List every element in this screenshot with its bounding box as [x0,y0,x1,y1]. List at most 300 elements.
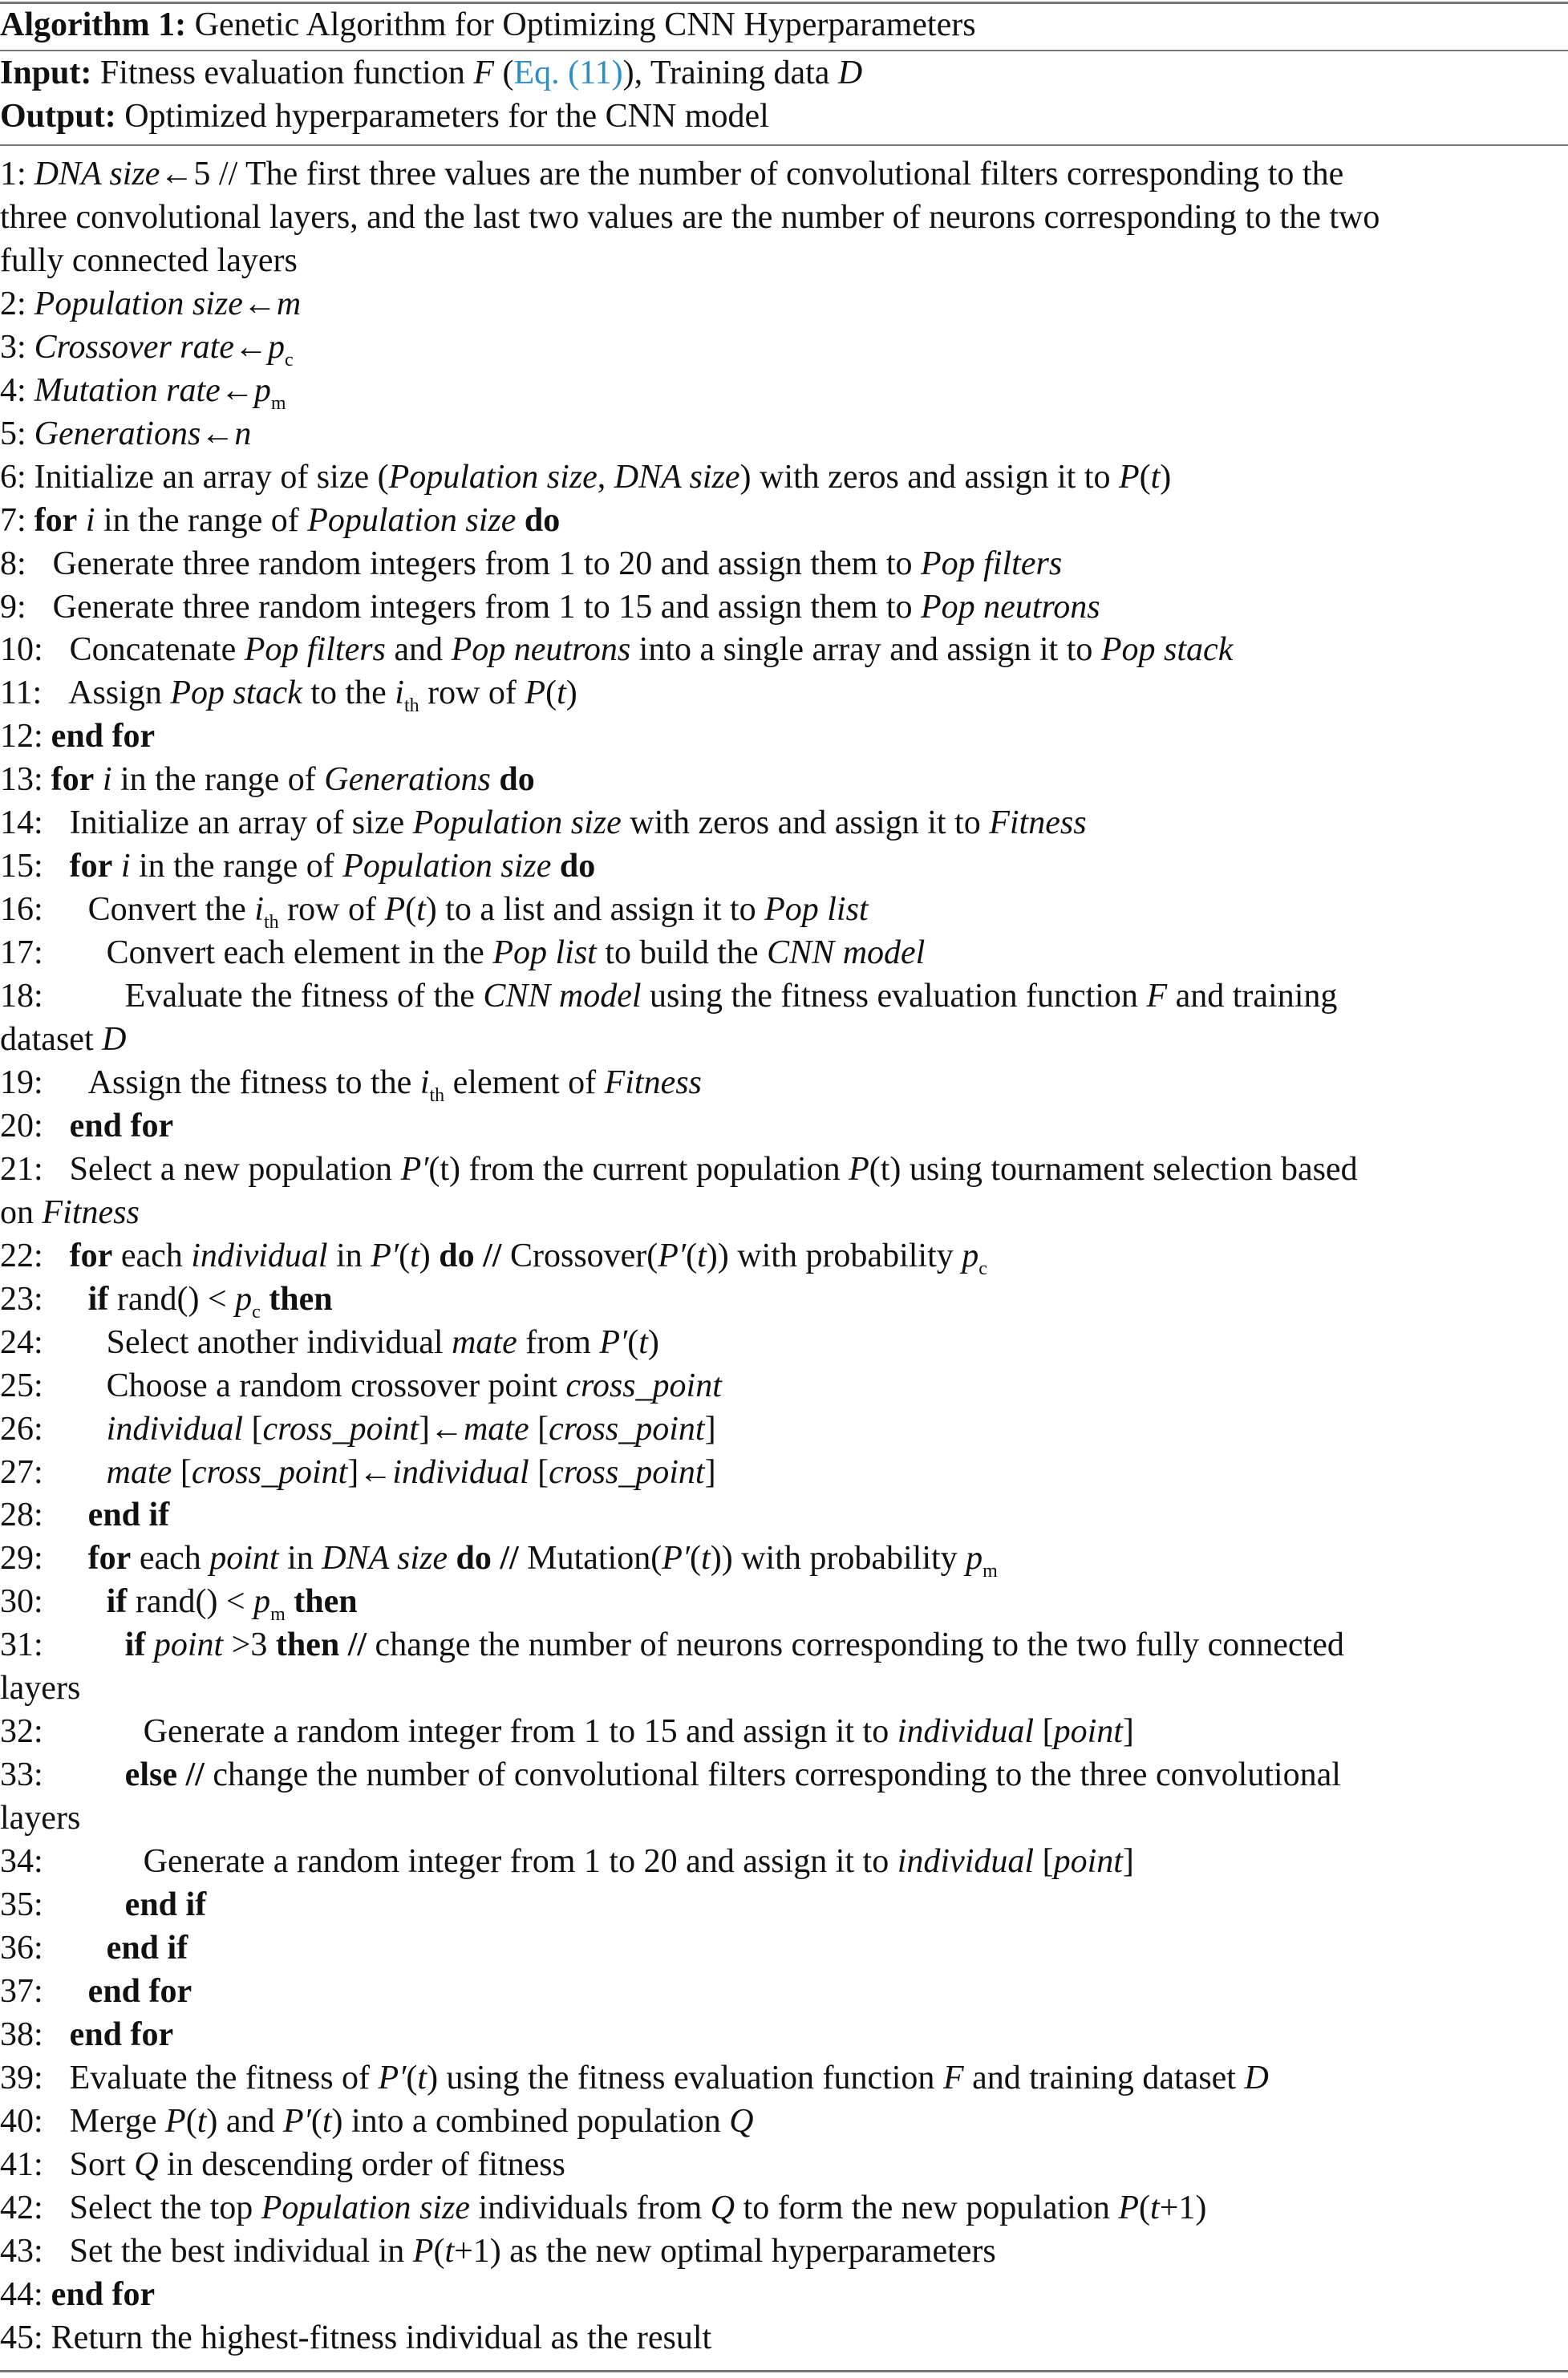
step-text: end if [106,1929,188,1967]
step-text: for [87,1540,132,1578]
step-number: 27: [0,1453,43,1491]
algorithm-step [0,671,577,719]
step-text: cross_point [549,1410,705,1448]
algorithm-step [0,369,286,417]
step-number: 18: [0,978,43,1015]
step-text: t [638,1323,648,1361]
step-text: t [197,2102,207,2140]
input-function-symbol: F [473,55,494,91]
step-text: in [278,1540,322,1578]
step-text: end for [69,1107,174,1144]
step-text: >3 [223,1627,276,1664]
algorithm-step-continuation [0,239,298,282]
step-text: and training dataset [963,2059,1245,2096]
step-text: Return the highest-fitness individual as the result [51,2319,712,2356]
step-text: end for [51,2275,156,2313]
step-text: ) [565,675,577,712]
step-text: ] [1122,1713,1134,1751]
step-text: ) [647,1323,659,1361]
step-text: row of [278,891,385,929]
step-text [448,1540,456,1577]
step-text: row of [419,675,525,712]
step-text: Assign [68,675,171,712]
algorithm-step [0,2143,565,2186]
step-number: 45: [0,2319,43,2356]
step-text: t [444,2232,455,2270]
step-text: Assign the fitness to the [87,1063,420,1101]
step-text: F [1146,978,1168,1015]
step-text: CNN model [767,934,926,972]
step-text: point [1053,1713,1123,1751]
step-text: three convolutional layers, and the last two values are the number of neurons corresponding to the two [0,198,1380,236]
step-text: Generate three random integers from 1 to 20 and assign them to [52,545,922,582]
step-text: ( [406,2059,418,2096]
step-text: point [153,1627,224,1664]
step-text: ( [310,2102,322,2140]
step-text: end for [69,2015,174,2053]
algorithm-step [0,758,535,801]
step-text: Fitness [604,1063,702,1101]
step-text: ] [704,1410,716,1448]
step-text: mate [463,1410,529,1448]
step-text: P [412,2232,434,2270]
step-text: Merge [69,2102,166,2140]
step-text: ( [627,1323,639,1361]
algorithm-step [0,1840,1134,1883]
algorithm-step [0,1753,1341,1797]
step-text: P [165,2102,186,2140]
step-text: c [284,349,294,371]
step-text: for [69,848,113,885]
step-text: P′ [400,1150,429,1188]
step-text: DNA size [34,156,160,192]
algorithm-step [0,412,251,456]
step-text: mate [452,1323,517,1361]
step-number: 23: [0,1280,43,1318]
step-text: c [978,1258,987,1279]
input-text-2: , Training data [634,55,830,91]
algorithm-step [0,1234,987,1282]
algorithm-step [0,1883,206,1926]
step-text: in descending order of fitness [158,2145,565,2183]
step-text: cross_point [262,1410,419,1448]
step-number: 24: [0,1323,43,1361]
input-line: Input: Fitness evaluation function F (Eq. (11)), Training data D [0,55,863,91]
step-text: ] [704,1453,716,1491]
algorithm-step [0,845,595,888]
step-text: p [962,1237,979,1274]
step-text: Pop filters [244,631,386,669]
step-text [77,502,86,539]
step-text: m [270,1604,286,1626]
algorithm-step [0,1451,716,1494]
step-text: Convert the [87,891,255,929]
step-text: t [1150,458,1161,496]
step-text: and [385,631,452,669]
step-number: 26: [0,1410,43,1448]
step-text: for [69,1237,113,1274]
step-text: Sort [69,2145,135,2183]
step-number: 25: [0,1367,43,1404]
step-text: Crossover rate←p [34,328,285,366]
step-text: Generations [324,761,491,799]
step-text: point [1053,1843,1123,1881]
step-text: Q [134,2145,159,2183]
algorithm-step [0,715,155,758]
step-text [491,761,500,798]
step-text: ) using the fitness evaluation function [427,2059,943,2096]
step-text: then // [275,1627,367,1664]
algorithm-step-continuation [0,1191,140,1234]
step-text: individual [897,1713,1035,1751]
algorithm-step [0,326,294,374]
step-text: with zeros and assign it to [621,804,990,842]
output-label: Output: [0,98,116,135]
step-text [516,502,525,539]
step-text: individual [392,1453,529,1491]
step-text: [ [172,1453,192,1491]
step-text: to the [302,675,395,712]
step-text: do // [456,1540,519,1578]
step-text: in the range of [130,848,343,885]
step-number: 20: [0,1107,43,1144]
step-number: 13: [0,761,43,799]
step-text: for [34,501,78,539]
input-data-symbol: D [837,55,863,91]
step-text: do // [439,1237,502,1274]
step-text: element of [444,1063,605,1101]
step-text: ( [1139,458,1151,496]
step-number: 42: [0,2189,43,2226]
header-rule [0,144,1568,146]
step-text: in the range of [95,501,308,539]
algorithm-step [0,2230,996,2273]
step-text: mate [106,1453,172,1491]
step-number: 5: [0,415,26,452]
step-text: t [701,1540,711,1578]
step-text: cross_point [191,1453,348,1491]
step-number: 38: [0,2015,43,2053]
step-number: 7: [0,501,26,539]
algorithm-step [0,1710,1134,1753]
step-text: ( [690,1540,702,1578]
step-text: D [102,1021,127,1058]
algorithm-caption [0,3,976,47]
step-number: 14: [0,804,43,842]
step-text: i [395,675,404,712]
step-text: Population size [261,2189,470,2226]
step-text: P′ [662,1540,691,1578]
step-text: [ [243,1410,263,1448]
step-text: end if [87,1497,170,1534]
step-text: ( [1139,2189,1151,2226]
step-text: P′ [658,1237,687,1274]
step-text: ( [399,1237,411,1274]
algorithm-step-continuation [0,1797,80,1840]
step-text: Generations←n [34,415,252,452]
algorithm-step [0,2013,173,2056]
step-text: rand() < [127,1583,254,1621]
step-text: layers [0,1800,81,1837]
step-text: t [417,2059,427,2096]
step-number: 41: [0,2145,43,2183]
step-text: th [403,695,419,717]
step-text: t [322,2102,332,2140]
step-text: [ [1034,1713,1054,1751]
algorithm-step [0,1493,169,1537]
algorithm-step [0,931,925,974]
step-text: P′ [378,2059,407,2096]
step-text: end for [87,1972,192,2010]
step-text: P′ [371,1237,399,1274]
step-text: else // [124,1756,205,1794]
step-text: P [1118,2189,1140,2226]
step-text: change the number of neurons corresponding to the two fully connected [367,1627,1344,1664]
algorithm-step [0,2186,1206,2230]
algorithm-step [0,888,869,936]
step-text [286,1583,294,1620]
step-number: 4: [0,371,26,409]
step-text: Select a new population [69,1150,401,1188]
step-text: if [106,1583,128,1621]
step-text: t [410,1237,419,1274]
algorithm-step-continuation [0,1667,80,1710]
step-text: fully connected layers [0,241,298,279]
step-text: D [1244,2059,1269,2096]
algorithm-step [0,2100,754,2143]
step-text: ) with zeros and assign it to [739,458,1119,496]
algorithm-step-continuation [0,196,1380,239]
step-text: P [1118,458,1140,496]
step-text: ]← [347,1453,393,1491]
step-text: Mutation( [518,1540,662,1578]
step-text: Pop filters [921,545,1063,582]
step-text: i [254,891,264,929]
algorithm-step [0,1278,333,1326]
step-number: 30: [0,1583,43,1621]
step-text: i [120,848,131,885]
step-text: c [252,1301,261,1323]
step-text: t [1150,2189,1160,2226]
step-text: change the number of convolutional filters corresponding to the three convolutional [204,1756,1341,1794]
step-text: DNA size [614,458,740,496]
algorithm-step [0,1408,716,1451]
step-text: ( [686,1237,698,1274]
step-text: individual [897,1843,1035,1881]
step-text: ( [405,891,417,929]
step-text: ( [433,2232,445,2270]
step-text: t [697,1237,707,1274]
step-text: in the range of [111,761,325,799]
caption-label: Algorithm 1: [0,6,187,43]
step-number: 12: [0,718,43,756]
step-text: Mutation rate←p [34,371,271,409]
step-number: 29: [0,1540,43,1578]
step-text: Generate a random integer from 1 to 20 and assign it to [143,1843,897,1881]
step-text: to build the [596,934,768,972]
step-text: i [85,501,95,539]
step-text: individual [106,1410,243,1448]
step-text: Q [729,2102,754,2140]
step-text: Population size [307,501,517,539]
step-text: ) to a list and assign it to [425,891,765,929]
step-text: (t) from the current population [428,1150,849,1188]
step-number: 37: [0,1972,43,2010]
step-text: ]← [418,1410,464,1448]
step-text: Initialize an array of size [69,804,413,842]
step-text: th [429,1084,445,1106]
algorithm-step [0,1321,659,1364]
algorithm-step [0,801,1087,845]
step-text: Choose a random crossover point [106,1367,566,1404]
step-text: t [557,675,566,712]
step-text: +1) as the new optimal hyperparameters [454,2232,996,2270]
algorithm-step [0,974,1337,1018]
step-text: , [597,458,614,496]
step-number: 10: [0,631,43,669]
step-number: 16: [0,891,43,929]
step-text: from [517,1323,600,1361]
step-text: ) into a combined population [331,2102,730,2140]
step-text: t [416,891,426,929]
step-text: then [269,1280,333,1318]
step-text: Population size [342,848,552,885]
step-text: Concatenate [69,631,245,669]
step-text: Evaluate the fitness of [69,2059,379,2096]
step-text: cross_point [549,1453,705,1491]
algorithm-step [0,1926,188,1970]
step-text: Population size←m [34,285,302,322]
step-text: ) [419,1237,440,1274]
step-text: individuals from [469,2189,711,2226]
step-text: for [51,761,95,799]
step-text: if [124,1627,146,1664]
bottom-rule [0,2370,1568,2372]
step-text: P [384,891,406,929]
step-text: Generate a random integer from 1 to 15 and assign it to [143,1713,897,1751]
step-text: [ [529,1410,549,1448]
algorithm-step [0,499,560,542]
step-text: Select another individual [106,1323,452,1361]
step-text: into a single array and assign it to [630,631,1101,669]
step-text: P [849,1150,869,1188]
step-text: do [524,501,561,539]
step-number: 44: [0,2275,43,2313]
step-text: Fitness [989,804,1087,842]
step-text: ) and [206,2102,283,2140]
step-text: Generate three random integers from 1 to 15 and assign them to [52,588,922,626]
step-text: Population size [388,458,598,496]
step-number: 3: [0,328,26,366]
step-number: 2: [0,285,26,322]
input-text: Fitness evaluation function [99,55,465,91]
step-text: p [253,1583,271,1621]
step-text: cross_point [565,1367,722,1404]
step-number: 19: [0,1063,43,1101]
step-text: ( [545,675,557,712]
step-text: +1) [1159,2189,1207,2226]
step-number: 34: [0,1843,43,1881]
output-text: Optimized hyperparameters for the CNN model [124,98,769,135]
step-text: ) [1160,458,1172,496]
step-number: 33: [0,1756,43,1794]
step-text: Evaluate the fitness of the [124,978,484,1015]
step-text: end if [124,1886,207,1923]
algorithm-step [0,1148,1358,1191]
step-number: 31: [0,1627,43,1664]
step-text: P′ [283,2102,311,2140]
step-text: (t) using tournament selection based [869,1150,1358,1188]
step-text: ( [185,2102,197,2140]
algorithm-step [0,1537,998,1585]
step-number: 32: [0,1713,43,1751]
algorithm-step [0,2273,155,2316]
step-text: i [102,761,112,799]
step-text: )) with probability [710,1540,966,1578]
step-text: on [0,1193,43,1231]
step-text: then [294,1583,358,1621]
step-text: Crossover( [501,1237,658,1274]
step-number: 1: [0,156,26,192]
step-text: Pop stack [170,675,302,712]
step-text: each [131,1540,210,1578]
step-text: individual [191,1237,328,1274]
step-text: in [327,1237,371,1274]
step-text: Q [710,2189,735,2226]
step-text: m [270,392,286,414]
step-text: layers [0,1670,81,1708]
step-text [94,761,103,798]
step-text: p [966,1540,983,1578]
step-text [145,1627,154,1663]
step-text: Fitness [42,1193,140,1231]
step-text: Pop list [492,934,597,972]
step-number: 22: [0,1237,43,1274]
algorithm-step [0,152,1343,196]
algorithm-step [0,456,1171,499]
algorithm-step [0,585,1100,629]
algorithm-step [0,1580,358,1628]
step-text: F [942,2059,964,2096]
step-text: )) with probability [706,1237,962,1274]
output-line [0,95,769,138]
step-text: Pop list [764,891,869,929]
step-text: Convert each element in the [106,934,493,972]
step-text: i [419,1063,430,1101]
algorithm-step [0,282,301,326]
step-text: p [235,1280,253,1318]
step-text: do [499,761,535,799]
step-text: Pop neutrons [451,631,631,669]
algorithm-step [0,1970,192,2013]
algorithm-step [0,1061,702,1109]
step-text: rand() < [108,1280,236,1318]
step-text [551,848,560,885]
step-text: if [87,1280,109,1318]
step-number: 43: [0,2232,43,2270]
step-text: Initialize an array of size ( [34,458,389,496]
step-text: ←5 // The first three values are the number of convolutional filters corresponding to the [160,156,1344,192]
step-number: 21: [0,1150,43,1188]
step-text [112,848,121,885]
equation-reference-link[interactable]: Eq. (11) [513,55,623,91]
step-number: 40: [0,2102,43,2140]
step-text: Pop neutrons [921,588,1100,626]
algorithm-step-continuation [0,1018,126,1061]
step-number: 35: [0,1886,43,1923]
step-text: and training [1167,978,1338,1015]
step-text: ] [1122,1843,1134,1881]
